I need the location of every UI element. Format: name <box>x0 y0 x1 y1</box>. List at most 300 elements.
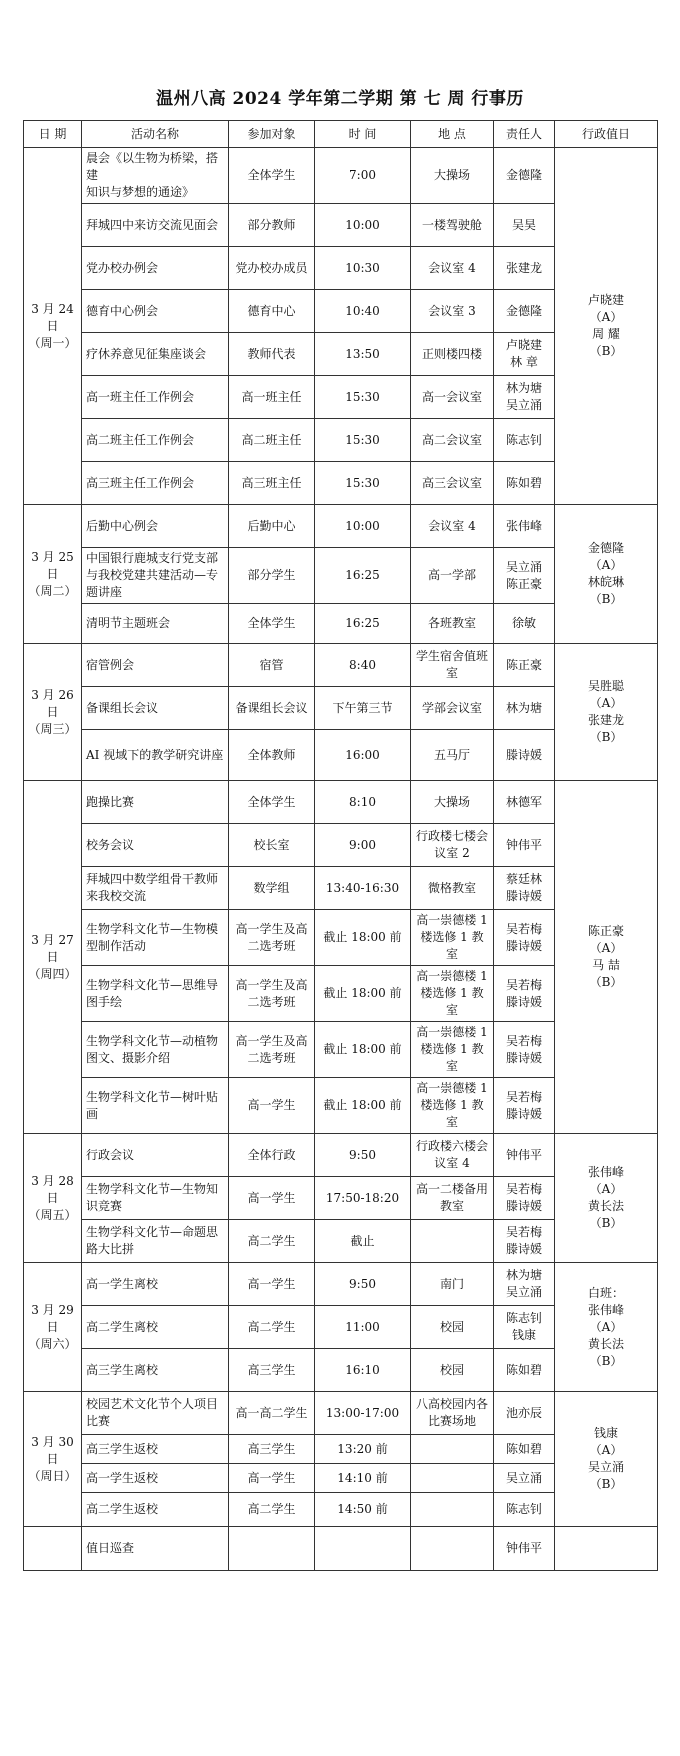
place-cell <box>411 1220 494 1263</box>
cell-line: 林为塘 <box>505 381 542 395</box>
cell-line: 备课组长会议 <box>86 700 159 715</box>
cell-line: 截止 18:00 前 <box>323 986 402 1000</box>
cell-line: 跑操比赛 <box>86 794 135 809</box>
activity-cell <box>82 462 229 505</box>
cell-line: （周一） <box>28 335 77 350</box>
cell-line: 8:40 <box>349 657 376 672</box>
time-cell <box>315 1349 411 1392</box>
place-cell <box>411 1263 494 1306</box>
place-cell <box>411 1464 494 1493</box>
time-cell <box>315 204 411 247</box>
footer-person-cell: 钟伟平 <box>494 1527 555 1571</box>
place-cell <box>411 1349 494 1392</box>
footer-activity-cell: 值日巡查 <box>82 1527 229 1571</box>
activity-cell <box>82 1392 229 1435</box>
duty-cell <box>555 505 658 644</box>
cell-line: 高一高二学生 <box>235 1405 308 1420</box>
cell-line: 滕诗媛 <box>505 1106 542 1121</box>
target-cell <box>229 1022 315 1078</box>
time-cell <box>315 867 411 910</box>
person-cell <box>494 247 555 290</box>
target-cell <box>229 1263 315 1306</box>
cell-line: （B） <box>589 975 623 989</box>
cell-line: 二选考班 <box>247 1050 296 1065</box>
cell-line: 路大比拼 <box>86 1242 135 1256</box>
person-cell <box>494 1435 555 1464</box>
duty-cell <box>555 1134 658 1263</box>
header-activity: 活动名称 <box>82 121 229 148</box>
time-cell <box>315 1078 411 1134</box>
person-cell <box>494 966 555 1022</box>
cell-line: 识竞赛 <box>86 1199 123 1213</box>
cell-line: 微格教室 <box>427 880 476 895</box>
activity-cell <box>82 548 229 604</box>
target-cell <box>229 1493 315 1527</box>
activity-cell <box>82 505 229 548</box>
cell-line: 13:00-17:00 <box>325 1405 400 1420</box>
cell-line: 高二学生 <box>247 1319 296 1334</box>
target-cell <box>229 781 315 824</box>
cell-line: 高三学生 <box>247 1362 296 1377</box>
cell-line: 生物学科文化节—命题思 <box>86 1225 219 1239</box>
cell-line: 陈正豪 <box>505 657 542 672</box>
cell-line: 9:50 <box>349 1147 376 1162</box>
person-cell <box>494 1022 555 1078</box>
person-cell <box>494 1349 555 1392</box>
activity-cell <box>82 644 229 687</box>
cell-line: 一楼驾驶舱 <box>421 217 482 232</box>
cell-line: 3 月 24 日 <box>31 301 74 333</box>
cell-line: 后勤中心例会 <box>86 518 159 533</box>
target-cell <box>229 1220 315 1263</box>
time-cell <box>315 1464 411 1493</box>
cell-line: 黄长法 <box>587 1199 624 1213</box>
person-cell <box>494 204 555 247</box>
activity-cell <box>82 1435 229 1464</box>
cell-line: 吴昊 <box>511 217 536 232</box>
activity-cell <box>82 1464 229 1493</box>
cell-line: 图文、摄影介绍 <box>86 1050 171 1065</box>
time-cell <box>315 1306 411 1349</box>
cell-line: （A） <box>589 558 623 572</box>
cell-line: 滕诗媛 <box>505 1050 542 1065</box>
cell-line: （A） <box>589 696 623 710</box>
time-cell <box>315 505 411 548</box>
cell-line: 16:10 <box>345 1362 380 1377</box>
cell-line: 校长室 <box>253 837 290 852</box>
cell-line: （A） <box>589 310 623 324</box>
duty-cell <box>555 644 658 781</box>
place-cell <box>411 505 494 548</box>
cell-line: 钟伟平 <box>505 1147 542 1162</box>
cell-line: 议室 4 <box>434 1156 470 1170</box>
cell-line: 画 <box>86 1106 99 1121</box>
weekly-schedule-table <box>23 120 658 1571</box>
time-cell <box>315 548 411 604</box>
header-target: 参加对象 <box>229 121 315 148</box>
cell-line: 张建龙 <box>587 713 624 727</box>
cell-line: 校园 <box>439 1319 464 1334</box>
cell-line: 吴立涌 <box>505 559 542 574</box>
cell-line: 高一学生 <box>247 1470 296 1485</box>
cell-line: 五马厅 <box>433 747 470 762</box>
cell-line: 楼选修 1 教室 <box>420 930 484 961</box>
time-cell <box>315 824 411 867</box>
cell-line: 会议室 3 <box>428 303 476 318</box>
cell-line: 滕诗媛 <box>505 747 542 762</box>
date-cell <box>24 781 82 1134</box>
cell-line: 全体学生 <box>247 168 296 182</box>
cell-line: 高一会议室 <box>421 389 482 404</box>
activity-cell <box>82 910 229 966</box>
header-place: 地 点 <box>411 121 494 148</box>
time-cell <box>315 333 411 376</box>
cell-line: 白班： <box>587 1285 624 1300</box>
cell-line: 议室 2 <box>434 846 470 860</box>
person-cell <box>494 376 555 419</box>
cell-line: 9:50 <box>349 1276 376 1291</box>
activity-cell <box>82 687 229 730</box>
cell-line: 陈如碧 <box>505 1362 542 1377</box>
person-cell <box>494 644 555 687</box>
cell-line: 宿管例会 <box>86 657 135 672</box>
cell-line: 南门 <box>439 1276 464 1291</box>
person-cell <box>494 1464 555 1493</box>
cell-line: 滕诗媛 <box>505 938 542 953</box>
cell-line: （周三） <box>28 721 77 736</box>
time-cell <box>315 1134 411 1177</box>
cell-line: 高三会议室 <box>421 475 482 490</box>
cell-line: 型制作活动 <box>86 938 147 953</box>
activity-cell <box>82 1493 229 1527</box>
cell-line: 会议室 4 <box>428 260 476 275</box>
person-cell <box>494 548 555 604</box>
cell-line: 全体学生 <box>247 616 296 630</box>
cell-line: 高三学生返校 <box>86 1441 159 1456</box>
time-cell <box>315 644 411 687</box>
target-cell <box>229 910 315 966</box>
cell-line: 10:00 <box>345 518 380 533</box>
target-cell <box>229 290 315 333</box>
cell-line: 13:40-16:30 <box>325 880 400 895</box>
cell-line: 高一二楼备用 <box>415 1182 488 1196</box>
cell-line: 吴立涌 <box>505 398 542 412</box>
time-cell <box>315 730 411 781</box>
header-time: 时 间 <box>315 121 411 148</box>
time-cell <box>315 419 411 462</box>
cell-line: 二选考班 <box>247 994 296 1009</box>
cell-line: 吴若梅 <box>505 1089 542 1104</box>
date-cell <box>24 505 82 644</box>
cell-line: 林为塘 <box>505 1268 542 1282</box>
cell-line: 高一学生及高 <box>235 1033 308 1048</box>
time-cell <box>315 1263 411 1306</box>
person-cell <box>494 910 555 966</box>
cell-line: 高一学生离校 <box>86 1276 159 1291</box>
cell-line: 10:30 <box>345 260 380 275</box>
cell-line: 高三学生离校 <box>86 1362 159 1377</box>
target-cell <box>229 1464 315 1493</box>
schedule-row <box>24 148 658 204</box>
cell-line: 金德隆 <box>505 168 542 182</box>
cell-line: （B） <box>589 592 623 606</box>
cell-line: （周四） <box>28 966 77 981</box>
cell-line: （B） <box>589 1353 623 1368</box>
cell-line: 15:30 <box>345 432 380 447</box>
cell-line: 吴立涌 <box>505 1285 542 1299</box>
cell-line: 林皖琳 <box>587 575 624 589</box>
activity-cell <box>82 247 229 290</box>
cell-line: 党办校办例会 <box>86 260 159 275</box>
place-cell <box>411 462 494 505</box>
duty-cell <box>555 148 658 505</box>
place-cell <box>411 148 494 204</box>
cell-line: 钱康 <box>511 1328 536 1342</box>
person-cell <box>494 1078 555 1134</box>
place-cell <box>411 687 494 730</box>
cell-line: 滕诗媛 <box>505 1242 542 1256</box>
cell-line: 高二会议室 <box>421 432 482 447</box>
cell-line: 徐敏 <box>511 616 536 630</box>
cell-line: 吴若梅 <box>505 921 542 936</box>
target-cell <box>229 867 315 910</box>
activity-cell <box>82 730 229 781</box>
target-cell <box>229 148 315 204</box>
target-cell <box>229 966 315 1022</box>
target-cell <box>229 1306 315 1349</box>
target-cell <box>229 1177 315 1220</box>
person-cell <box>494 1392 555 1435</box>
cell-line: 3 月 26 日 <box>31 687 74 719</box>
cell-line: 楼选修 1 教室 <box>420 986 484 1017</box>
place-cell <box>411 290 494 333</box>
date-cell <box>24 1134 82 1263</box>
place-cell <box>411 1022 494 1078</box>
time-cell <box>315 1022 411 1078</box>
place-cell <box>411 1493 494 1527</box>
cell-line: AI 视域下的教学研究讲座 <box>86 747 224 762</box>
cell-line: 校园艺术文化节个人项目 <box>86 1397 219 1411</box>
target-cell <box>229 1392 315 1435</box>
cell-line: 高二班主任 <box>241 432 302 447</box>
cell-line: （B） <box>589 1477 623 1491</box>
person-cell <box>494 1134 555 1177</box>
cell-line: （B） <box>589 730 623 744</box>
footer-place-cell <box>411 1527 494 1571</box>
footer-time-cell <box>315 1527 411 1571</box>
cell-line: 16:25 <box>345 568 380 582</box>
cell-line: 题讲座 <box>86 585 123 599</box>
activity-cell <box>82 290 229 333</box>
date-cell <box>24 1392 82 1527</box>
cell-line: 金德隆 <box>505 303 542 318</box>
cell-line: 卢晓建 <box>587 293 624 307</box>
cell-line: 大操场 <box>433 168 470 182</box>
cell-line: 德育中心 <box>247 303 296 318</box>
date-cell <box>24 644 82 781</box>
header-date: 日 期 <box>24 121 82 148</box>
footer-date-cell <box>24 1527 82 1571</box>
time-cell <box>315 1392 411 1435</box>
place-cell <box>411 333 494 376</box>
target-cell <box>229 376 315 419</box>
time-cell <box>315 910 411 966</box>
cell-line: 高二学生 <box>247 1502 296 1516</box>
cell-line: （周日） <box>28 1468 77 1483</box>
cell-line: 林为塘 <box>505 700 542 715</box>
cell-line: 16:25 <box>345 616 380 630</box>
cell-line: 钟伟平 <box>505 837 542 852</box>
cell-line: （A） <box>589 1443 623 1457</box>
duty-cell <box>555 781 658 1134</box>
cell-line: 陈正豪 <box>587 924 624 938</box>
target-cell <box>229 824 315 867</box>
cell-line: 吴立涌 <box>505 1470 542 1485</box>
person-cell <box>494 604 555 644</box>
cell-line: 高三班主任工作例会 <box>86 475 195 490</box>
cell-line: 行政楼七楼会 <box>415 829 488 843</box>
cell-line: 3 月 27 日 <box>31 932 74 964</box>
header-person: 责任人 <box>494 121 555 148</box>
cell-line: 比赛场地 <box>427 1414 476 1428</box>
cell-line: 学生宿舍值班 <box>415 649 488 663</box>
cell-line: 蔡廷林 <box>505 872 542 886</box>
target-cell <box>229 1078 315 1134</box>
cell-line: 全体行政 <box>247 1147 296 1162</box>
place-cell <box>411 1177 494 1220</box>
cell-line: 13:50 <box>345 346 380 361</box>
cell-line: 高三班主任 <box>241 475 302 490</box>
cell-line: （A） <box>589 1182 623 1196</box>
time-cell <box>315 290 411 333</box>
schedule-row <box>24 505 658 548</box>
cell-line: 高一学生及高 <box>235 921 308 936</box>
cell-line: 3 月 28 日 <box>31 1173 74 1205</box>
cell-line: （A） <box>589 1319 623 1334</box>
activity-cell <box>82 204 229 247</box>
cell-line: 吴若梅 <box>505 1182 542 1196</box>
cell-line: 校园 <box>439 1362 464 1377</box>
cell-line: 知识与梦想的通途》 <box>86 185 195 199</box>
cell-line: 部分教师 <box>247 217 296 232</box>
target-cell <box>229 730 315 781</box>
cell-line: 高一学生 <box>247 1276 296 1291</box>
cell-line: 滕诗媛 <box>505 889 542 903</box>
cell-line: 来我校交流 <box>86 889 147 903</box>
place-cell <box>411 247 494 290</box>
cell-line: 15:30 <box>345 389 380 404</box>
cell-line: 钱康 <box>593 1426 618 1440</box>
cell-line: 各班教室 <box>427 616 476 630</box>
cell-line: 中国银行鹿城支行党支部 <box>86 551 219 565</box>
cell-line: 15:30 <box>345 475 380 490</box>
person-cell <box>494 824 555 867</box>
cell-line: 会议室 4 <box>428 518 476 533</box>
schedule-row <box>24 1134 658 1177</box>
activity-cell <box>82 966 229 1022</box>
cell-line: 高一学生 <box>247 1190 296 1205</box>
cell-line: （周二） <box>28 583 77 598</box>
cell-line: 行政楼六楼会 <box>415 1139 488 1153</box>
time-cell <box>315 462 411 505</box>
cell-line: 晨会《以生物为桥梁，搭建 <box>86 151 219 182</box>
cell-line: 高一学生及高 <box>235 977 308 992</box>
place-cell <box>411 1392 494 1435</box>
cell-line: 生物学科文化节—生物知 <box>86 1182 219 1196</box>
activity-cell <box>82 1022 229 1078</box>
time-cell <box>315 376 411 419</box>
cell-line: 8:10 <box>349 794 376 809</box>
cell-line: 陈志钊 <box>505 1502 542 1516</box>
cell-line: 马 喆 <box>592 958 620 972</box>
cell-line: 高二班主任工作例会 <box>86 432 195 447</box>
schedule-row <box>24 781 658 824</box>
schedule-row <box>24 1392 658 1435</box>
cell-line: 全体学生 <box>247 794 296 809</box>
person-cell <box>494 505 555 548</box>
activity-cell <box>82 333 229 376</box>
cell-line: 吴胜聪 <box>587 679 624 693</box>
footer-row <box>24 1527 658 1571</box>
person-cell <box>494 1493 555 1527</box>
cell-line: 高一崇德楼 1 <box>416 913 488 927</box>
time-cell <box>315 604 411 644</box>
cell-line: 高二学生 <box>247 1233 296 1248</box>
place-cell <box>411 867 494 910</box>
person-cell <box>494 1263 555 1306</box>
cell-line: 拜城四中来访交流见面会 <box>86 217 219 232</box>
header-row <box>24 121 658 148</box>
target-cell <box>229 644 315 687</box>
person-cell <box>494 687 555 730</box>
cell-line: 陈如碧 <box>505 475 542 490</box>
place-cell <box>411 644 494 687</box>
cell-line: 楼选修 1 教室 <box>420 1042 484 1073</box>
cell-line: （B） <box>589 344 623 358</box>
cell-line: 比赛 <box>86 1414 111 1428</box>
target-cell <box>229 1435 315 1464</box>
cell-line: 高一崇德楼 1 <box>416 969 488 983</box>
cell-line: 截止 18:00 前 <box>323 930 402 944</box>
cell-line: 陈如碧 <box>505 1441 542 1456</box>
place-cell <box>411 548 494 604</box>
activity-cell <box>82 604 229 644</box>
cell-line: 生物学科文化节—思维导 <box>86 977 219 992</box>
cell-line: 室 <box>445 666 458 680</box>
cell-line: 生物学科文化节—树叶贴 <box>86 1089 219 1104</box>
time-cell <box>315 687 411 730</box>
place-cell <box>411 1306 494 1349</box>
cell-line: 行政会议 <box>86 1147 135 1162</box>
time-cell <box>315 781 411 824</box>
activity-cell <box>82 419 229 462</box>
cell-line: 7:00 <box>349 168 376 182</box>
cell-line: 吴立涌 <box>587 1460 624 1474</box>
date-cell <box>24 1263 82 1392</box>
target-cell <box>229 419 315 462</box>
cell-line: 黄长法 <box>587 1336 624 1351</box>
header-duty: 行政值日 <box>555 121 658 148</box>
person-cell <box>494 730 555 781</box>
cell-line: 吴若梅 <box>505 1033 542 1048</box>
cell-line: 张伟峰 <box>587 1165 624 1179</box>
person-cell <box>494 1306 555 1349</box>
time-cell <box>315 1493 411 1527</box>
person-cell <box>494 781 555 824</box>
schedule-body <box>24 148 658 1571</box>
cell-line: 教师代表 <box>247 346 296 361</box>
time-cell <box>315 148 411 204</box>
